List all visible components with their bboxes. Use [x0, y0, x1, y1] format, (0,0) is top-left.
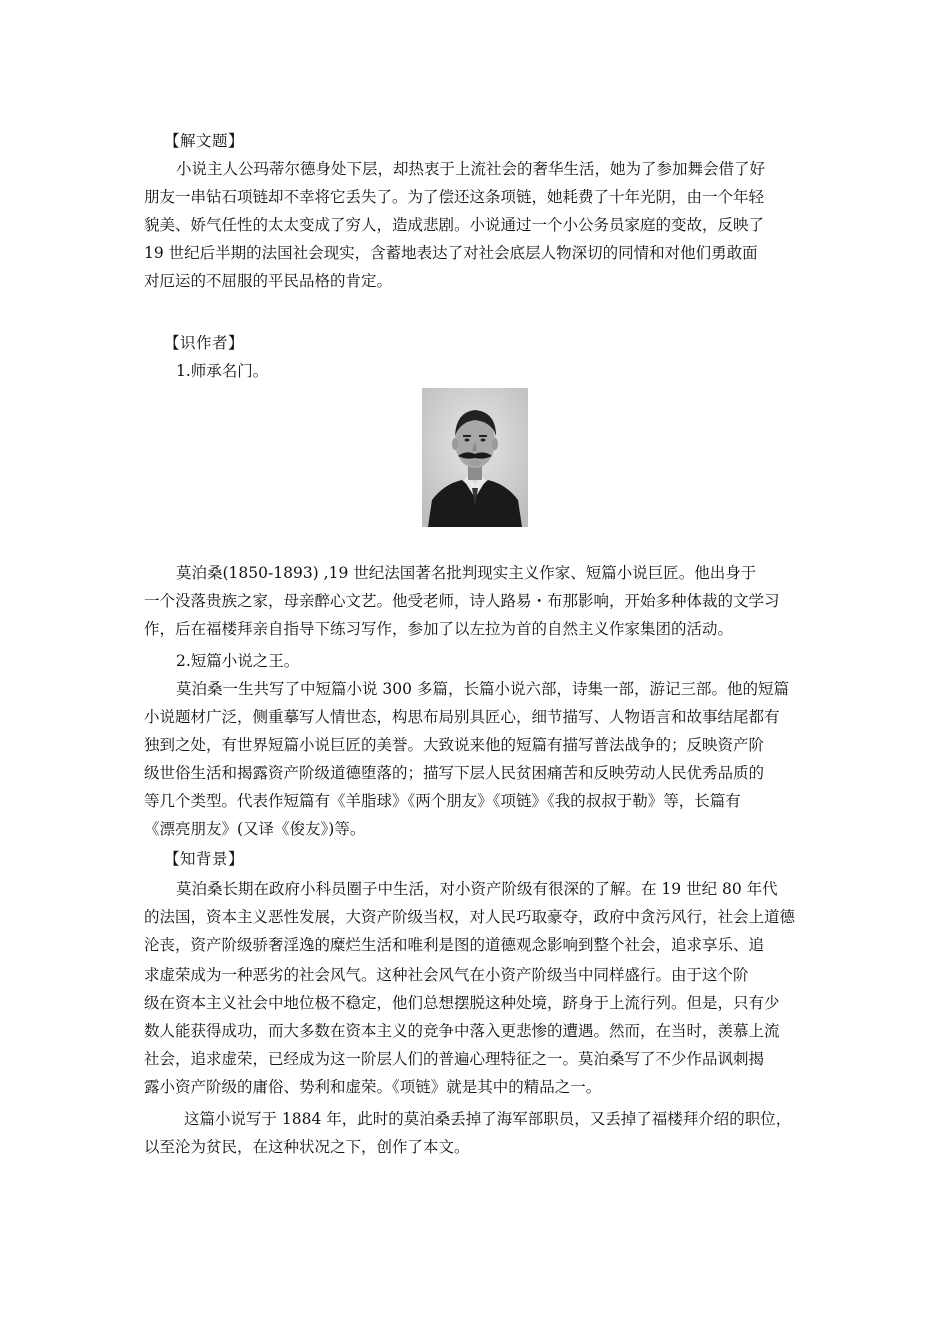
theme-paragraph-line: 19 世纪后半期的法国社会现实，含蓄地表达了对社会底层人物深切的同情和对他们勇敢面 [144, 244, 758, 262]
theme-paragraph-line: 貌美、娇气任性的太太变成了穷人，造成悲剧。小说通过一个小公务员家庭的变故，反映了 [144, 216, 765, 234]
author-paragraph-line: 独到之处，有世界短篇小说巨匠的美誉。大致说来他的短篇有描写普法战争的；反映资产阶 [144, 736, 765, 754]
author-paragraph-line: 莫泊桑一生共写了中短篇小说 300 多篇，长篇小说六部，诗集一部，游记三部。他的短篇 [176, 680, 789, 698]
section-heading-theme: 【解文题】 [164, 132, 245, 150]
section-heading-background: 【知背景】 [164, 850, 245, 868]
author-paragraph-line: 莫泊桑(1850-1893) ,19 世纪法国著名批判现实主义作家、短篇小说巨匠。他出身于 [176, 564, 757, 582]
background-paragraph-line: 级在资本主义社会中地位极不稳定，他们总想摆脱这种处境，跻身于上流行列。但是，只有少 [144, 994, 780, 1012]
author-item-2-title: 2.短篇小说之王。 [176, 652, 300, 670]
background-paragraph-line: 社会，追求虚荣，已经成为这一阶层人们的普遍心理特征之一。莫泊桑写了不少作品讽刺揭 [144, 1050, 765, 1068]
author-paragraph-line: 级世俗生活和揭露资产阶级道德堕落的；描写下层人民贫困痛苦和反映劳动人民优秀品质的 [144, 764, 765, 782]
background-paragraph-line: 的法国，资本主义恶性发展，大资产阶级当权，对人民巧取豪夺，政府中贪污风行，社会上道德 [144, 908, 796, 926]
background-paragraph-line: 这篇小说写于 1884 年，此时的莫泊桑丢掉了海军部职员，又丢掉了福楼拜介绍的职位， [184, 1110, 792, 1128]
background-paragraph-line: 以至沦为贫民，在这种状况之下，创作了本文。 [144, 1138, 470, 1156]
theme-paragraph-line: 对厄运的不屈服的平民品格的肯定。 [144, 272, 393, 290]
author-paragraph-line: 《漂亮朋友》(又译《俊友》)等。 [144, 820, 366, 838]
author-paragraph-line: 等几个类型。代表作短篇有《羊脂球》《两个朋友》《项链》《我的叔叔于勒》等，长篇有 [144, 792, 741, 810]
theme-paragraph-line: 朋友一串钻石项链却不幸将它丢失了。为了偿还这条项链，她耗费了十年光阴，由一个年轻 [144, 188, 765, 206]
background-paragraph-line: 沦丧，资产阶级骄奢淫逸的糜烂生活和唯利是图的道德观念影响到整个社会，追求享乐、追 [144, 936, 765, 954]
background-paragraph-line: 莫泊桑长期在政府小科员圈子中生活，对小资产阶级有很深的了解。在 19 世纪 80 年代 [176, 880, 778, 898]
background-paragraph-line: 求虚荣成为一种恶劣的社会风气。这种社会风气在小资产阶级当中同样盛行。由于这个阶 [144, 966, 749, 984]
author-item-1-title: 1.师承名门。 [176, 362, 269, 380]
author-paragraph-line: 小说题材广泛，侧重摹写人情世态，构思布局别具匠心，细节描写、人物语言和故事结尾都有 [144, 708, 780, 726]
theme-paragraph-line: 小说主人公玛蒂尔德身处下层，却热衷于上流社会的奢华生活，她为了参加舞会借了好 [176, 160, 766, 178]
author-paragraph-line: 作，后在福楼拜亲自指导下练习写作，参加了以左拉为首的自然主义作家集团的活动。 [144, 620, 734, 638]
section-heading-author: 【识作者】 [164, 334, 245, 352]
background-paragraph-line: 露小资产阶级的庸俗、势利和虚荣。《项链》就是其中的精品之一。 [144, 1078, 602, 1096]
author-portrait-photo-icon [422, 388, 528, 527]
author-paragraph-line: 一个没落贵族之家，母亲醉心文艺。他受老师，诗人路易・布那影响，开始多种体裁的文学习 [144, 592, 780, 610]
author-portrait [422, 388, 528, 527]
background-paragraph-line: 数人能获得成功，而大多数在资本主义的竞争中落入更悲惨的遭遇。然而，在当时，羡慕上流 [144, 1022, 780, 1040]
